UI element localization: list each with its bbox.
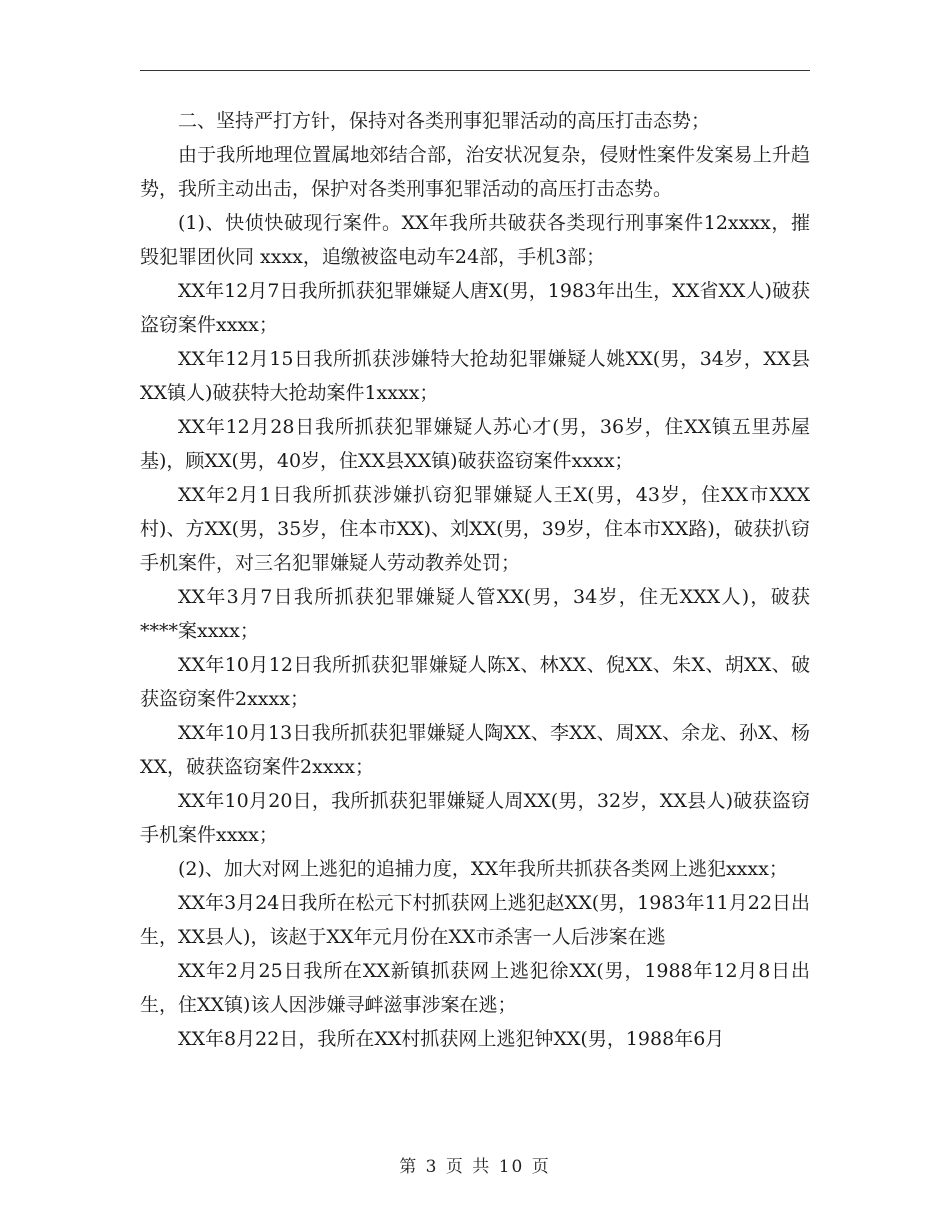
paragraph-fugitive: XX年8月22日，我所在XX村抓获网上逃犯钟XX(男，1988年6月: [178, 1028, 725, 1050]
paragraph-case: XX年2月1日我所抓获涉嫌扒窃犯罪嫌疑人王X(男，43岁，住XX市XXX村)、方XX(男，35岁，住本市XX)、刘XX(男，39岁，住本市XX路)，破获扒窃手机案件，对三名犯罪嫌疑人劳动教养处罚；: [140, 484, 810, 574]
document-body: [140, 104, 810, 1056]
paragraph-case: XX年10月20日，我所抓获犯罪嫌疑人周XX(男，32岁，XX县人)破获盗窃手机案件xxxx；: [140, 790, 810, 846]
paragraph-case: XX年10月13日我所抓获犯罪嫌疑人陶XX、李XX、周XX、余龙、孙X、杨XX，破获盗窃案件2xxxx；: [140, 722, 810, 778]
paragraph-case: XX年12月15日我所抓获涉嫌特大抢劫犯罪嫌疑人姚XX(男，34岁，XX县XX镇人)破获特大抢劫案件1xxxx；: [140, 348, 810, 404]
paragraph-item-2: (2)、加大对网上逃犯的追捕力度，XX年我所共抓获各类网上逃犯xxxx；: [178, 858, 788, 880]
paragraph-fugitive: XX年3月24日我所在松元下村抓获网上逃犯赵XX(男，1983年11月22日出生，XX县人)，该赵于XX年元月份在XX市杀害一人后涉案在逃: [140, 892, 810, 948]
paragraph-case: XX年3月7日我所抓获犯罪嫌疑人管XX(男，34岁，住无XXX人)，破获****案xxxx；: [140, 586, 810, 642]
paragraph-intro: 由于我所地理位置属地郊结合部，治安状况复杂，侵财性案件发案易上升趋势，我所主动出击，保护对各类刑事犯罪活动的高压打击态势。: [140, 144, 810, 200]
header-rule: [140, 70, 810, 71]
page-number-footer: 第 3 页 共 10 页: [399, 1157, 551, 1177]
paragraph-case: XX年12月7日我所抓获犯罪嫌疑人唐X(男，1983年出生，XX省XX人)破获盗窃案件xxxx；: [140, 280, 810, 336]
paragraph-case: XX年10月12日我所抓获犯罪嫌疑人陈X、林XX、倪XX、朱X、胡XX、破获盗窃案件2xxxx；: [140, 654, 810, 710]
paragraph-item-1: (1)、快侦快破现行案件。XX年我所共破获各类现行刑事案件12xxxx，摧毁犯罪团伙同 xxxx，追缴被盗电动车24部，手机3部；: [140, 212, 810, 268]
paragraph-section-heading: 二、坚持严打方针，保持对各类刑事犯罪活动的高压打击态势；: [178, 110, 711, 132]
paragraph-case: XX年12月28日我所抓获犯罪嫌疑人苏心才(男，36岁，住XX镇五里苏屋基)，顾XX(男，40岁，住XX县XX镇)破获盗窃案件xxxx；: [140, 416, 810, 472]
paragraph-fugitive: XX年2月25日我所在XX新镇抓获网上逃犯徐XX(男，1988年12月8日出生，住XX镇)该人因涉嫌寻衅滋事涉案在逃；: [140, 960, 810, 1016]
